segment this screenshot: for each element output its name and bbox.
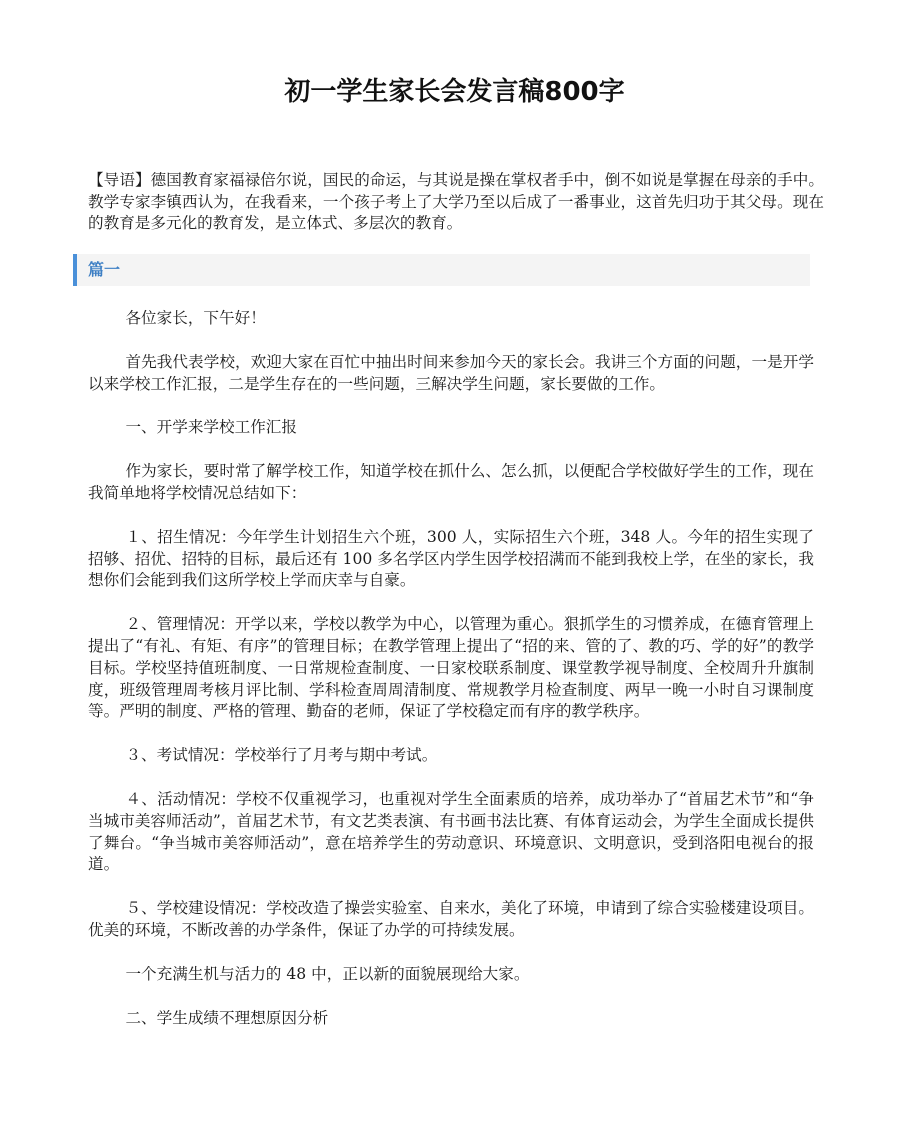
- paragraph-construction: ５、学校建设情况：学校改造了操尝实验室、自来水，美化了环境，申请到了综合实验楼建设项目。优美的环境，不断改善的办学条件，保证了办学的可持续发展。: [88, 899, 814, 939]
- heading-part-one: 一、开学来学校工作汇报: [125, 418, 297, 437]
- paragraph-closing: 一个充满生机与活力的 48 中，正以新的面貌展现给大家。: [125, 964, 530, 983]
- intro-paragraph: 【导语】德国教育家福禄倍尔说，国民的命运，与其说是操在掌权者手中，倒不如说是掌握在母亲的手中。教学专家李镇西认为，在我看来，一个孩子考上了大学乃至以后成了一番事业，这首先归功于其父母。现在的教育是多元化的教育发，是立体式、多层次的教育。: [88, 171, 824, 232]
- paragraph-activities: ４、活动情况：学校不仅重视学习，也重视对学生全面素质的培养，成功举办了“首届艺术节”和“争当城市美容师活动”，首届艺术节，有文艺类表演、有书画书法比赛、有体育运动会，为学生全面成长提供了舞台。“争当城市美容师活动”，意在培养学生的劳动意识、环境意识、文明意识，受到洛阳电视台的报道。: [88, 789, 814, 874]
- document-title: 初一学生家长会发言稿800字: [284, 77, 625, 107]
- paragraph-management: ２、管理情况：开学以来，学校以教学为中心，以管理为重心。狠抓学生的习惯养成，在德育管理上提出了“有礼、有矩、有序”的管理目标；在教学管理上提出了“招的来、管的了、教的巧、学的好”的教学目标。学校坚持值班制度、一日常规检查制度、一日家校联系制度、课堂教学视导制度、全校周升升旗制度，班级管理周考核月评比制、学科检查周周清制度、常规教学月检查制度、两早一晚一小时自习课制度等。严明的制度、严格的管理、勤奋的老师，保证了学校稳定而有序的教学秩序。: [88, 615, 814, 721]
- paragraph-opening: 首先我代表学校，欢迎大家在百忙中抽出时间来参加今天的家长会。我讲三个方面的问题，一是开学以来学校工作汇报，二是学生存在的一些问题，三解决学生问题，家长要做的工作。: [88, 352, 814, 393]
- heading-part-two: 二、学生成绩不理想原因分析: [125, 1008, 329, 1027]
- document-body: [88, 308, 814, 1051]
- paragraph-greeting: 各位家长，下午好！: [125, 309, 266, 327]
- section-accent-bar: [73, 254, 77, 286]
- paragraph-summary-intro: 作为家长，要时常了解学校工作，知道学校在抓什么、怎么抓，以便配合学校做好学生的工作，现在我简单地将学校情况总结如下：: [88, 462, 814, 502]
- paragraph-exams: ３、考试情况：学校举行了月考与期中考试。: [125, 746, 438, 765]
- paragraph-enrollment: １、招生情况：今年学生计划招生六个班，300 人，实际招生六个班，348 人。今年的招生实现了招够、招优、招特的目标，最后还有 100 多名学区内学生因学校招满而不能到我校上学，在坐的家长，我想你们会能到我们这所学校上学而庆幸与自豪。: [88, 527, 814, 590]
- section-heading: 篇一: [88, 260, 121, 279]
- section-heading-bar: [73, 254, 810, 286]
